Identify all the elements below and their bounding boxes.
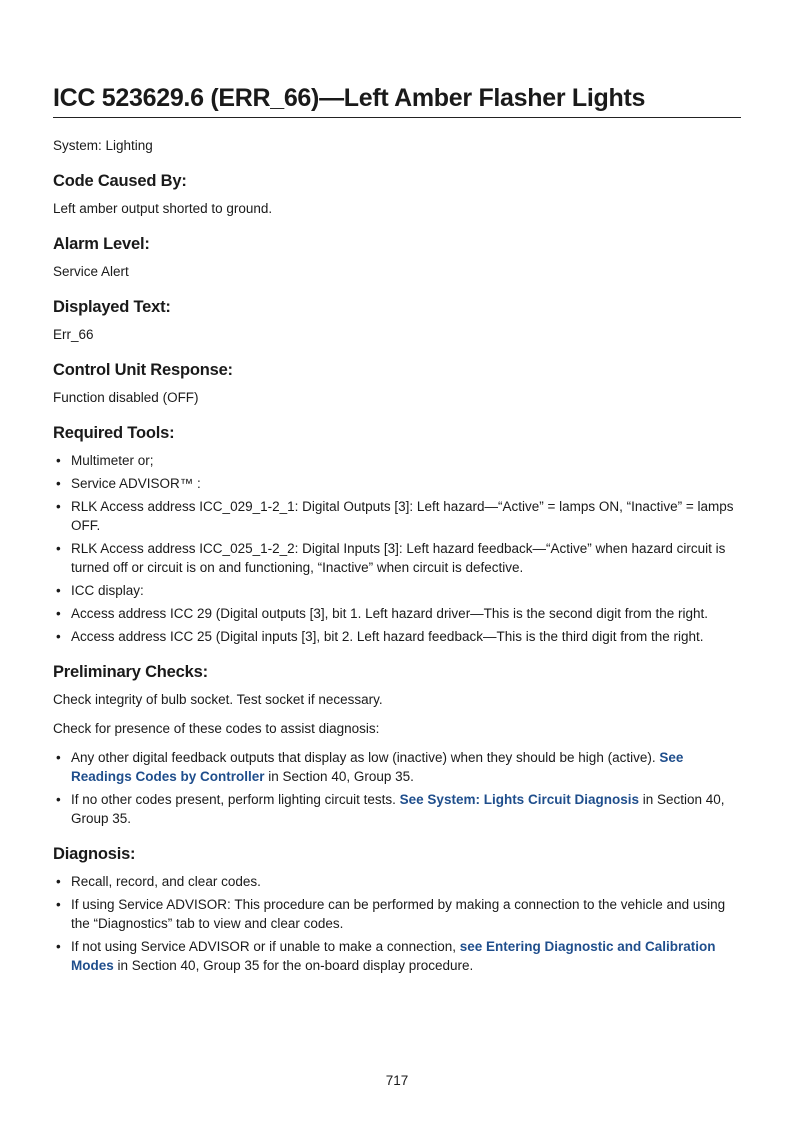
page-number: 717 [385,1073,409,1088]
bullet: • [56,453,61,468]
displayed-text-value: Err_66 [53,327,94,342]
page-title: ICC 523629.6 (ERR_66)—Left Amber Flasher Lights [53,84,741,118]
bullet: • [56,583,61,598]
required-tools-list [53,451,741,646]
preliminary-checks-heading: Preliminary Checks: [53,663,208,681]
list-item: • Service ADVISOR™ : [56,476,201,491]
diagnosis-heading: Diagnosis: [53,845,136,863]
bullet: • [56,874,61,889]
readings-codes-link[interactable]: See Readings Codes by Controller [71,750,684,784]
list-item: • RLK Access address ICC_029_1-2_1: Digital Outputs [3]: Left hazard—“Active” = lamps ON, “Inactive” = lamps OFF. [56,499,734,533]
bullet: • [56,750,61,765]
control-unit-response-heading: Control Unit Response: [53,361,233,379]
bullet: • [56,499,61,514]
list-item: • Multimeter or; [56,453,154,468]
bullet: • [56,476,61,491]
displayed-text-heading: Displayed Text: [53,298,171,316]
bullet: • [56,606,61,621]
list-item: • If no other codes present, perform lighting circuit tests. See System: Lights Circuit Diagnosis in Section 40, Group 35. [56,792,725,826]
system-line: System: Lighting [53,138,153,153]
diagnostic-calibration-modes-link[interactable]: see Entering Diagnostic and Calibration Modes [71,939,716,973]
alarm-level-heading: Alarm Level: [53,235,150,253]
lights-circuit-diagnosis-link[interactable]: See System: Lights Circuit Diagnosis [399,792,639,807]
bullet: • [56,629,61,644]
list-item: • Any other digital feedback outputs that display as low (inactive) when they should be high (active). See Readings Codes by Controller in Section 40, Group 35. [56,750,684,784]
list-item: • If using Service ADVISOR: This procedure can be performed by making a connection to the vehicle and using the “Diagnostics” tab to view and clear codes. [56,897,726,931]
bullet: • [56,939,61,954]
preliminary-checks-para-2: Check for presence of these codes to assist diagnosis: [53,721,380,736]
preliminary-checks-para-1: Check integrity of bulb socket. Test socket if necessary. [53,692,383,707]
list-item: • If not using Service ADVISOR or if unable to make a connection, see Entering Diagnostic and Calibration Modes in Section 40, Group 35 for the on-board display procedure. [56,939,716,973]
list-item: • Access address ICC 29 (Digital outputs [3], bit 1. Left hazard driver—This is the second digit from the right. [56,606,709,621]
bullet: • [56,792,61,807]
list-item: • Access address ICC 25 (Digital inputs [3], bit 2. Left hazard feedback—This is the third digit from the right. [56,629,704,644]
diagnosis-list [53,872,741,975]
list-item: • Recall, record, and clear codes. [56,874,261,889]
code-caused-by-text: Left amber output shorted to ground. [53,201,273,216]
list-item: • ICC display: [56,583,144,598]
document-page [53,84,741,979]
bullet: • [56,541,61,556]
preliminary-checks-list [53,748,741,828]
list-item: • RLK Access address ICC_025_1-2_2: Digital Inputs [3]: Left hazard feedback—“Active” when hazard circuit is turned off or circuit is on and functioning, “Inactive” when circuit is defective. [56,541,726,575]
code-caused-by-heading: Code Caused By: [53,172,187,190]
control-unit-response-text: Function disabled (OFF) [53,390,199,405]
bullet: • [56,897,61,912]
alarm-level-text: Service Alert [53,264,129,279]
required-tools-heading: Required Tools: [53,424,175,442]
